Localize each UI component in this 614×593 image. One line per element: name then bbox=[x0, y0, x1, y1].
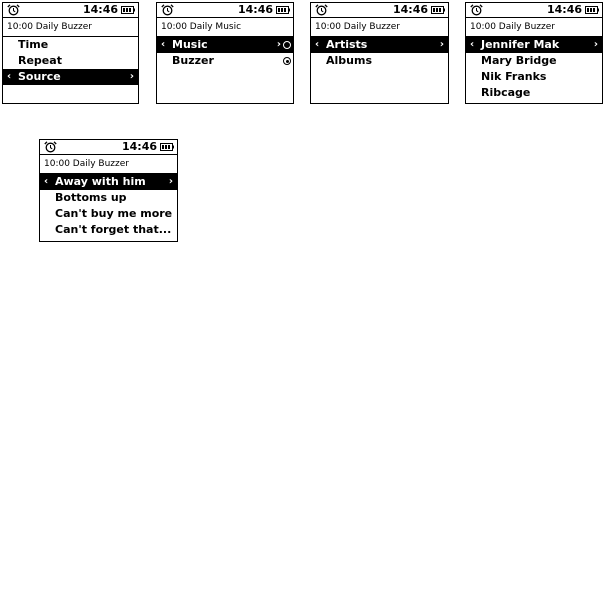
menu-item-label: Jennifer Mak bbox=[481, 38, 560, 51]
battery-icon bbox=[160, 143, 174, 151]
menu-item-label: Away with him bbox=[55, 175, 146, 188]
menu-item-albums[interactable] bbox=[311, 53, 448, 69]
radio-unselected-icon[interactable] bbox=[283, 41, 291, 49]
clock-time: 14:46 bbox=[82, 3, 118, 16]
menu-item-jennifer-mak[interactable] bbox=[466, 37, 602, 53]
chevron-left-icon: ‹ bbox=[470, 39, 475, 50]
status-bar bbox=[466, 3, 602, 18]
status-bar bbox=[40, 140, 177, 155]
chevron-right-icon: › bbox=[276, 39, 281, 50]
menu-item-label: Can't forget that... bbox=[55, 223, 172, 236]
menu-item-ribcage[interactable] bbox=[466, 85, 602, 101]
menu-item-source[interactable] bbox=[3, 69, 138, 85]
menu-list bbox=[157, 37, 293, 69]
chevron-right-icon: › bbox=[439, 39, 444, 50]
menu-item-label: Bottoms up bbox=[55, 191, 127, 204]
menu-item-label: Albums bbox=[326, 54, 372, 67]
alarm-subtitle: 10:00 Daily Buzzer bbox=[311, 18, 448, 37]
alarm-subtitle: 10:00 Daily Buzzer bbox=[3, 18, 138, 37]
menu-item-label: Can't buy me more bbox=[55, 207, 173, 220]
menu-item-label: Music bbox=[172, 38, 208, 51]
menu-item-label: Nik Franks bbox=[481, 70, 547, 83]
menu-item-bottoms-up[interactable] bbox=[40, 190, 177, 206]
battery-icon bbox=[121, 6, 135, 14]
alarm-subtitle: 10:00 Daily Music bbox=[157, 18, 293, 37]
menu-item-repeat[interactable] bbox=[3, 53, 138, 69]
battery-icon bbox=[276, 6, 290, 14]
menu-list bbox=[3, 37, 138, 85]
menu-item-label: Mary Bridge bbox=[481, 54, 557, 67]
radio-selected-icon[interactable] bbox=[283, 57, 291, 65]
alarm-clock-icon bbox=[44, 141, 57, 153]
menu-item-label: Source bbox=[18, 70, 61, 83]
status-bar bbox=[157, 3, 293, 18]
device-screen-artist-list bbox=[465, 2, 603, 104]
menu-list bbox=[311, 37, 448, 69]
alarm-clock-icon bbox=[7, 4, 20, 16]
chevron-right-icon: › bbox=[129, 71, 134, 82]
battery-icon bbox=[431, 6, 445, 14]
status-bar bbox=[3, 3, 138, 18]
menu-list bbox=[466, 37, 602, 101]
chevron-right-icon: › bbox=[593, 39, 598, 50]
status-bar bbox=[311, 3, 448, 18]
menu-item-music[interactable] bbox=[157, 37, 293, 53]
menu-item-label: Ribcage bbox=[481, 86, 531, 99]
clock-time: 14:46 bbox=[237, 3, 273, 16]
chevron-left-icon: ‹ bbox=[7, 71, 12, 82]
chevron-left-icon: ‹ bbox=[44, 176, 49, 187]
menu-item-away-with-him[interactable] bbox=[40, 174, 177, 190]
device-screen-music-browse bbox=[310, 2, 449, 104]
chevron-left-icon: ‹ bbox=[161, 39, 166, 50]
menu-item-time[interactable] bbox=[3, 37, 138, 53]
menu-item-nik-franks[interactable] bbox=[466, 69, 602, 85]
menu-item-label: Artists bbox=[326, 38, 368, 51]
menu-item-cant-forget-that[interactable] bbox=[40, 222, 177, 238]
alarm-clock-icon bbox=[315, 4, 328, 16]
menu-item-buzzer[interactable] bbox=[157, 53, 293, 69]
menu-item-cant-buy-me-more[interactable] bbox=[40, 206, 177, 222]
chevron-right-icon: › bbox=[168, 176, 173, 187]
alarm-subtitle: 10:00 Daily Buzzer bbox=[466, 18, 602, 37]
battery-icon bbox=[585, 6, 599, 14]
device-screen-song-list bbox=[39, 139, 178, 242]
alarm-clock-icon bbox=[161, 4, 174, 16]
menu-item-label: Time bbox=[18, 38, 49, 51]
menu-list bbox=[40, 174, 177, 238]
device-screen-alarm-settings bbox=[2, 2, 139, 104]
menu-item-artists[interactable] bbox=[311, 37, 448, 53]
menu-item-mary-bridge[interactable] bbox=[466, 53, 602, 69]
menu-item-label: Repeat bbox=[18, 54, 62, 67]
chevron-left-icon: ‹ bbox=[315, 39, 320, 50]
menu-item-label: Buzzer bbox=[172, 54, 214, 67]
device-screen-source-select bbox=[156, 2, 294, 104]
clock-time: 14:46 bbox=[546, 3, 582, 16]
clock-time: 14:46 bbox=[392, 3, 428, 16]
alarm-subtitle: 10:00 Daily Buzzer bbox=[40, 155, 177, 174]
clock-time: 14:46 bbox=[121, 140, 157, 153]
alarm-clock-icon bbox=[470, 4, 483, 16]
